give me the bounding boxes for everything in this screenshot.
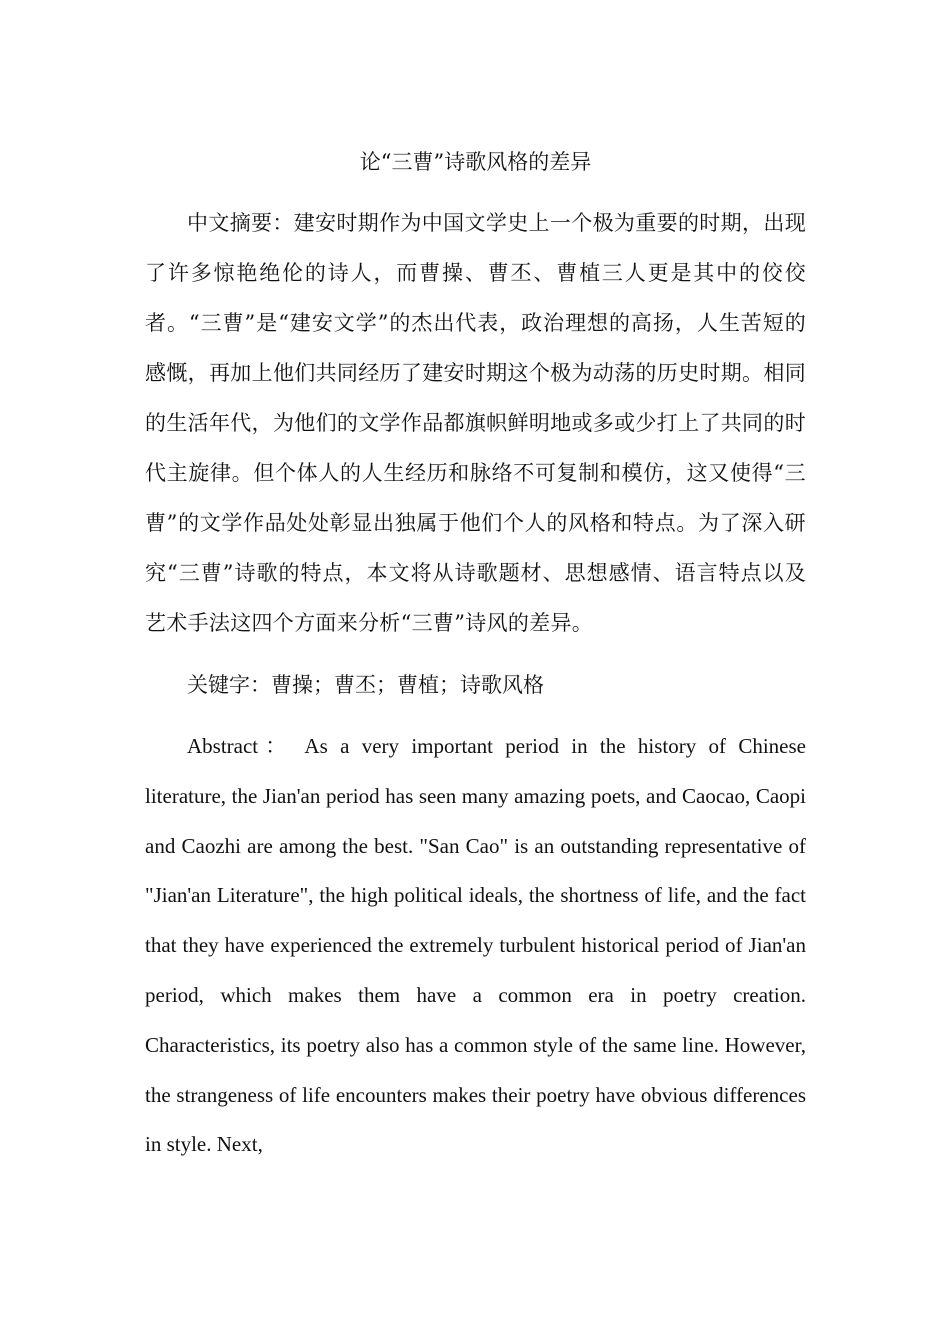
page-title: 论“三曹”诗歌风格的差异 bbox=[359, 150, 592, 174]
english-abstract: Abstract： As a very important period in the history of Chinese literature, the Jian'an period has seen many amazing poets, and Caocao, Caopi and Caozhi are among the best. "San Cao" is an outstanding representative of "Jian'an Literature", the high political ideals, the shortness of life, and the fact that they have experienced the extremely turbulent historical period of Jian'an period, which makes them have a common era in poetry creation. Characteristics, its poetry also has a common style of the same line. However, the strangeness of life encounters makes their poetry have obvious differences in style. Next, bbox=[145, 734, 806, 1157]
page-content bbox=[145, 144, 806, 1170]
chinese-abstract: 中文摘要：建安时期作为中国文学史上一个极为重要的时期，出现了许多惊艳绝伦的诗人，而曹操、曹丕、曹植三人更是其中的佼佼者。“三曹”是“建安文学”的杰出代表，政治理想的高扬，人生苦短的感慨，再加上他们共同经历了建安时期这个极为动荡的历史时期。相同的生活年代，为他们的文学作品都旗帜鲜明地或多或少打上了共同的时代主旋律。但个体人的人生经历和脉络不可复制和模仿，这又使得“三曹”的文学作品处处彰显出独属于他们个人的风格和特点。为了深入研究“三曹”诗歌的特点，本文将从诗歌题材、思想感情、语言特点以及艺术手法这四个方面来分析“三曹”诗风的差异。 bbox=[145, 211, 806, 635]
chinese-keywords: 关键字：曹操；曹丕；曹植；诗歌风格 bbox=[187, 673, 544, 697]
